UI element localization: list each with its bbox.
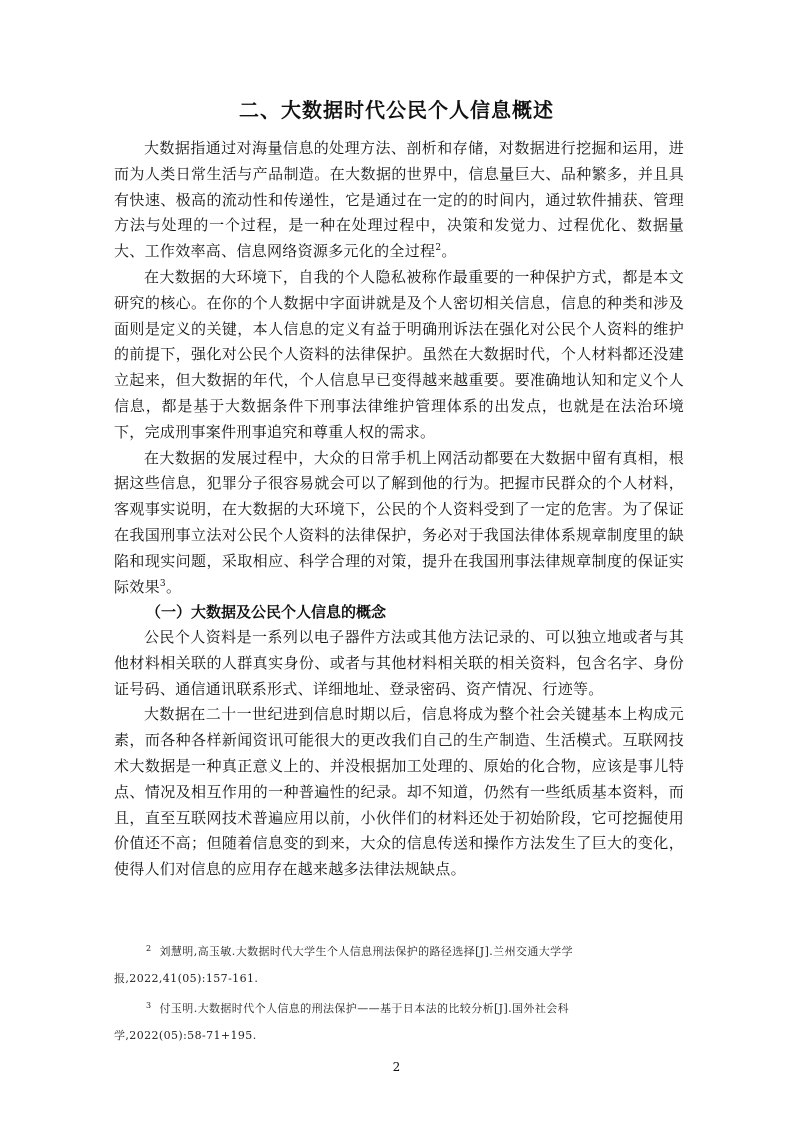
- paragraph: [114, 702, 684, 883]
- footnote-ref[interactable]: 3: [159, 578, 166, 589]
- paragraph-text: 在大数据的大环境下，自我的个人隐私被称作最重要的一种保护方式，都是本文研究的核心。在你的个人数据中字面讲就是及个人密切相关信息，信息的种类和涉及面则是定义的关键，本人信息的定义有益于明确刑诉法在强化对公民个人资料的维护的前提下，强化对公民个人资料的法律保护。虽然在大数据时代，个人材料都还没建立起来，但大数据的年代，个人信息早已变得越来越重要。要准确地认知和定义个人信息，都是基于大数据条件下刑事法律维护管理体系的出发点，也就是在法治环境下，完成刑事案件刑事追究和尊重人权的需求。: [114, 267, 684, 441]
- paragraph: [114, 136, 684, 265]
- footnote: [114, 935, 666, 992]
- paragraph-text: 大数据在二十一世纪进到信息时期以后，信息将成为整个社会关键基本上构成元素，而各种各样新闻资讯可能很大的更改我们自己的生产制造、生活模式。互联网技术大数据是一种真正意义上的、并没根据加工处理的、原始的化合物，应该是事儿特点、情况及相互作用的一种普遍性的纪录。却不知道，仍然有一些纸质基本资料，而且，直至互联网技术普遍应用以前，小伙伴们的材料还处于初始阶段，它可挖掘使用价值还不高；但随着信息变的到来，大众的信息传送和操作方法发生了巨大的变化，使得人们对信息的应用存在越来越多法律法规缺点。: [114, 705, 684, 879]
- paragraph-text: 大数据指通过对海量信息的处理方法、剖析和存储，对数据进行挖掘和运用，进而为人类日常生活与产品制造。在大数据的世界中，信息量巨大、品种繁多，并且具有快速、极高的流动性和传递性，它是通过在一定的的时间内，通过软件捕获、管理方法与处理的一个过程，是一种在处理过程中，决策和发觉力、过程优化、数据量大、工作效率高、信息网络资源多元化的全过程: [114, 139, 684, 261]
- footnotes: [114, 935, 666, 1049]
- paragraph-tail: 。: [441, 242, 457, 261]
- footnote-mark: 2: [146, 944, 152, 953]
- page-number: 2: [392, 1060, 401, 1074]
- subsection-heading: （一）大数据及公民个人信息的概念: [146, 603, 387, 621]
- footnote-mark: 3: [146, 1001, 152, 1010]
- section-title: 二、大数据时代公民个人信息概述: [239, 98, 554, 122]
- footnote-text-continued: 报,2022,41(05):157-161.: [114, 972, 259, 985]
- paragraph: [114, 625, 684, 702]
- footnote-text: 刘慧明,高玉敏.大数据时代大学生个人信息刑法保护的路径选择[J].兰州交通大学学: [159, 945, 573, 958]
- footnote-text: 付玉明.大数据时代个人信息的刑法保护——基于日本法的比较分析[J].国外社会科: [159, 1002, 570, 1015]
- subsection-body: [114, 625, 684, 883]
- paragraph: [114, 446, 684, 601]
- paragraph-text: 在大数据的发展过程中，大众的日常手机上网活动都要在大数据中留有真相，根据这些信息，犯罪分子很容易就会可以了解到他的行为。把握市民群众的个人材料，客观事实说明，在大数据的大环境下，公民的个人资料受到了一定的危害。为了保证在我国刑事立法对公民个人资料的法律保护，务必对于我国法律体系规章制度里的缺陷和现实问题，采取相应、科学合理的对策，提升在我国刑事法律规章制度的保证实际效果: [114, 448, 684, 596]
- section-body: [114, 136, 684, 600]
- paragraph: [114, 265, 684, 446]
- footnote-text-continued: 学,2022(05):58-71+195.: [114, 1029, 257, 1042]
- paragraph-text: 公民个人资料是一系列以电子器件方法或其他方法记录的、可以独立地或者与其他材料相关联的人群真实身份、或者与其他材料相关联的相关资料，包含名字、身份证号码、通信通讯联系形式、详细地址、登录密码、资产情况、行迹等。: [114, 628, 684, 698]
- footnote-ref[interactable]: 2: [435, 243, 442, 254]
- footnote: [114, 992, 666, 1049]
- paragraph-tail: 。: [165, 577, 182, 596]
